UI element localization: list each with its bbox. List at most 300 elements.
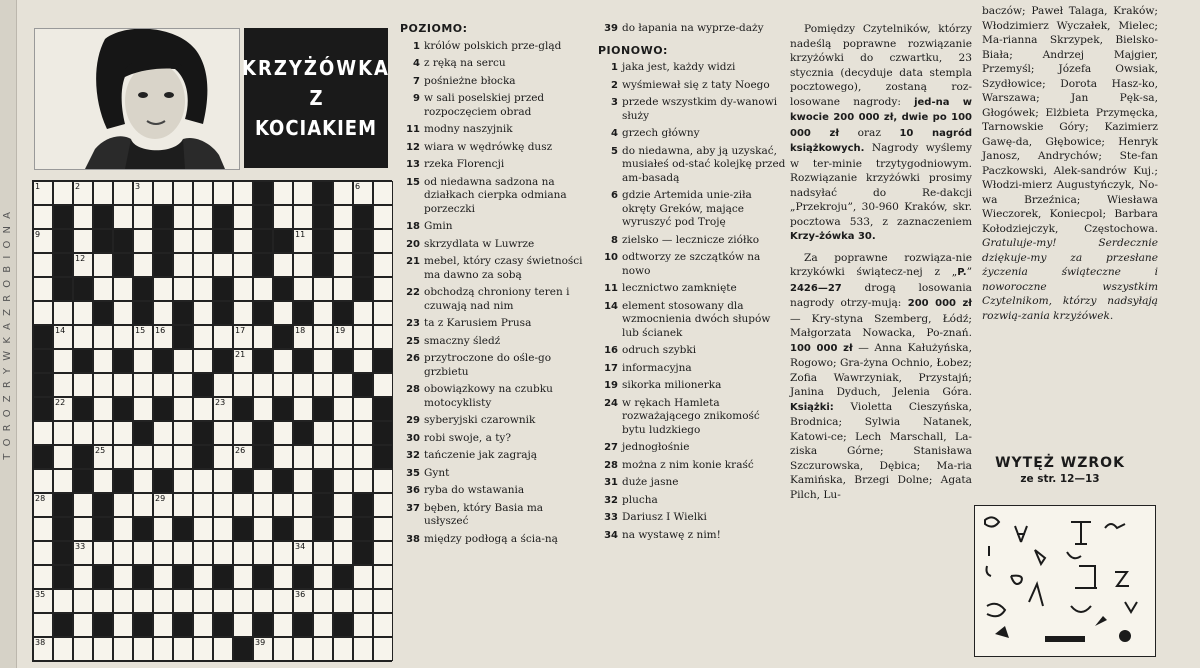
grid-cell[interactable] — [113, 613, 133, 637]
grid-cell[interactable] — [233, 277, 253, 301]
grid-cell[interactable] — [33, 637, 53, 661]
grid-cell[interactable] — [333, 205, 353, 229]
grid-cell-black — [373, 349, 393, 373]
grid-cell[interactable] — [33, 541, 53, 565]
grid-cell[interactable] — [193, 205, 213, 229]
grid-cell[interactable] — [173, 637, 193, 661]
wytez-puzzle-image — [974, 505, 1156, 657]
grid-cell[interactable] — [373, 181, 393, 205]
grid-cell[interactable] — [73, 421, 93, 445]
grid-cell[interactable] — [233, 589, 253, 613]
grid-cell[interactable] — [133, 541, 153, 565]
grid-cell[interactable] — [53, 373, 73, 397]
grid-cell[interactable] — [133, 349, 153, 373]
grid-cell[interactable] — [53, 397, 73, 421]
clue-item — [598, 511, 786, 525]
grid-cell[interactable] — [293, 397, 313, 421]
grid-cell[interactable] — [373, 373, 393, 397]
grid-cell[interactable] — [33, 205, 53, 229]
grid-cell[interactable] — [113, 565, 133, 589]
grid-cell[interactable] — [253, 397, 273, 421]
grid-cell[interactable] — [293, 229, 313, 253]
grid-cell[interactable] — [293, 493, 313, 517]
grid-cell[interactable] — [213, 181, 233, 205]
grid-cell[interactable] — [373, 325, 393, 349]
grid-cell[interactable] — [173, 421, 193, 445]
grid-cell[interactable] — [33, 301, 53, 325]
grid-cell[interactable] — [313, 613, 333, 637]
grid-cell[interactable] — [333, 421, 353, 445]
grid-cell[interactable] — [373, 229, 393, 253]
grid-cell[interactable] — [293, 373, 313, 397]
grid-cell[interactable] — [193, 589, 213, 613]
clue-number: 34 — [604, 529, 618, 541]
grid-cell[interactable] — [233, 253, 253, 277]
grid-cell[interactable] — [333, 229, 353, 253]
grid-cell[interactable] — [113, 421, 133, 445]
grid-cell[interactable] — [33, 181, 53, 205]
grid-cell[interactable] — [93, 589, 113, 613]
grid-cell[interactable] — [173, 205, 193, 229]
grid-cell[interactable] — [93, 397, 113, 421]
grid-cell[interactable] — [193, 469, 213, 493]
grid-cell[interactable] — [213, 373, 233, 397]
grid-cell[interactable] — [193, 277, 213, 301]
grid-cell[interactable] — [233, 613, 253, 637]
grid-cell[interactable] — [233, 229, 253, 253]
grid-cell[interactable] — [113, 541, 133, 565]
cell-number: 3 — [135, 182, 141, 191]
clue-number: 20 — [406, 238, 420, 250]
grid-cell[interactable] — [93, 325, 113, 349]
grid-cell[interactable] — [333, 277, 353, 301]
grid-cell[interactable] — [133, 469, 153, 493]
grid-cell[interactable] — [73, 181, 93, 205]
grid-cell[interactable] — [353, 565, 373, 589]
grid-cell[interactable] — [293, 469, 313, 493]
grid-cell[interactable] — [133, 445, 153, 469]
grid-cell[interactable] — [73, 613, 93, 637]
page-spine — [0, 0, 17, 668]
grid-cell[interactable] — [353, 301, 373, 325]
grid-cell[interactable] — [193, 301, 213, 325]
grid-cell[interactable] — [273, 565, 293, 589]
grid-cell[interactable] — [153, 445, 173, 469]
clue-number: 5 — [611, 145, 618, 157]
grid-cell[interactable] — [353, 613, 373, 637]
grid-cell[interactable] — [73, 253, 93, 277]
grid-cell[interactable] — [333, 373, 353, 397]
grid-cell[interactable] — [73, 229, 93, 253]
grid-cell[interactable] — [273, 181, 293, 205]
grid-cell-black — [33, 445, 53, 469]
grid-cell[interactable] — [53, 445, 73, 469]
grid-cell[interactable] — [273, 373, 293, 397]
grid-cell[interactable] — [93, 637, 113, 661]
grid-cell[interactable] — [153, 637, 173, 661]
grid-cell[interactable] — [133, 253, 153, 277]
grid-cell-black — [53, 229, 73, 253]
grid-cell[interactable] — [273, 637, 293, 661]
grid-cell[interactable] — [173, 493, 193, 517]
clue-text: przede wszystkim dy-wanowi służy — [622, 96, 778, 122]
grid-cell[interactable] — [153, 277, 173, 301]
grid-cell[interactable] — [193, 613, 213, 637]
grid-cell[interactable] — [173, 589, 193, 613]
grid-cell[interactable] — [113, 277, 133, 301]
cell-number: 2 — [75, 182, 81, 191]
grid-cell[interactable] — [173, 541, 193, 565]
grid-cell[interactable] — [353, 445, 373, 469]
grid-cell[interactable] — [333, 493, 353, 517]
grid-cell[interactable] — [33, 421, 53, 445]
grid-cell[interactable] — [133, 229, 153, 253]
grid-cell[interactable] — [353, 589, 373, 613]
grid-cell[interactable] — [373, 469, 393, 493]
grid-cell[interactable] — [333, 637, 353, 661]
grid-cell[interactable] — [233, 181, 253, 205]
grid-cell[interactable] — [193, 181, 213, 205]
grid-cell[interactable] — [373, 253, 393, 277]
grid-cell[interactable] — [333, 181, 353, 205]
grid-cell[interactable] — [253, 373, 273, 397]
cell-number: 17 — [235, 326, 246, 335]
grid-cell[interactable] — [113, 637, 133, 661]
clue-text: wiara w wędrówkę dusz — [424, 140, 553, 153]
grid-cell[interactable] — [333, 589, 353, 613]
grid-cell[interactable] — [333, 397, 353, 421]
grid-cell[interactable] — [313, 445, 333, 469]
grid-cell[interactable] — [33, 469, 53, 493]
grid-cell[interactable] — [313, 637, 333, 661]
grid-cell[interactable] — [193, 517, 213, 541]
clue-item — [598, 282, 786, 296]
grid-cell[interactable] — [113, 181, 133, 205]
grid-cell-black — [353, 253, 373, 277]
grid-cell[interactable] — [33, 493, 53, 517]
grid-cell[interactable] — [233, 325, 253, 349]
grid-cell[interactable] — [293, 325, 313, 349]
grid-cell[interactable] — [33, 277, 53, 301]
grid-cell[interactable] — [353, 469, 373, 493]
grid-cell[interactable] — [313, 301, 333, 325]
grid-cell[interactable] — [233, 493, 253, 517]
grid-cell[interactable] — [53, 469, 73, 493]
grid-cell[interactable] — [173, 181, 193, 205]
grid-cell[interactable] — [113, 589, 133, 613]
grid-cell[interactable] — [313, 373, 333, 397]
grid-cell[interactable] — [273, 613, 293, 637]
grid-cell[interactable] — [353, 181, 373, 205]
grid-cell[interactable] — [173, 397, 193, 421]
grid-cell[interactable] — [173, 445, 193, 469]
grid-cell[interactable] — [313, 565, 333, 589]
grid-cell[interactable] — [133, 637, 153, 661]
grid-cell[interactable] — [113, 493, 133, 517]
grid-cell[interactable] — [213, 589, 233, 613]
grid-cell[interactable] — [133, 397, 153, 421]
grid-cell[interactable] — [113, 445, 133, 469]
grid-cell[interactable] — [353, 349, 373, 373]
grid-cell[interactable] — [73, 325, 93, 349]
grid-cell[interactable] — [273, 301, 293, 325]
grid-cell[interactable] — [153, 421, 173, 445]
grid-cell[interactable] — [273, 421, 293, 445]
grid-cell[interactable] — [93, 253, 113, 277]
grid-cell[interactable] — [153, 613, 173, 637]
grid-cell[interactable] — [93, 349, 113, 373]
grid-cell[interactable] — [273, 589, 293, 613]
grid-cell[interactable] — [113, 325, 133, 349]
grid-cell[interactable] — [93, 541, 113, 565]
grid-cell[interactable] — [273, 541, 293, 565]
clue-number: 24 — [604, 397, 618, 409]
grid-cell[interactable] — [73, 541, 93, 565]
grid-cell[interactable] — [73, 301, 93, 325]
grid-cell[interactable] — [153, 565, 173, 589]
grid-cell[interactable] — [53, 349, 73, 373]
grid-cell[interactable] — [273, 253, 293, 277]
grid-cell[interactable] — [213, 637, 233, 661]
grid-cell[interactable] — [193, 565, 213, 589]
grid-cell-black — [33, 349, 53, 373]
grid-cell[interactable] — [113, 517, 133, 541]
grid-cell[interactable] — [133, 181, 153, 205]
grid-cell[interactable] — [113, 205, 133, 229]
grid-cell[interactable] — [193, 325, 213, 349]
grid-cell[interactable] — [213, 445, 233, 469]
grid-cell[interactable] — [313, 277, 333, 301]
grid-cell[interactable] — [293, 637, 313, 661]
grid-cell-black — [353, 229, 373, 253]
grid-cell[interactable] — [33, 589, 53, 613]
grid-cell-black — [253, 613, 273, 637]
grid-cell[interactable] — [53, 301, 73, 325]
grid-cell[interactable] — [313, 349, 333, 373]
grid-cell[interactable] — [193, 637, 213, 661]
grid-cell[interactable] — [213, 421, 233, 445]
grid-cell[interactable] — [373, 565, 393, 589]
grid-cell[interactable] — [373, 277, 393, 301]
grid-cell[interactable] — [293, 253, 313, 277]
grid-cell[interactable] — [53, 325, 73, 349]
grid-cell[interactable] — [373, 589, 393, 613]
grid-cell[interactable] — [53, 589, 73, 613]
grid-cell[interactable] — [33, 565, 53, 589]
clue-text: zielsko — lecznicze ziółko — [622, 233, 760, 246]
grid-cell[interactable] — [53, 637, 73, 661]
grid-cell-black — [233, 397, 253, 421]
grid-cell[interactable] — [173, 373, 193, 397]
grid-cell[interactable] — [233, 445, 253, 469]
grid-cell[interactable] — [213, 493, 233, 517]
cell-number: 35 — [35, 590, 46, 599]
grid-cell[interactable] — [373, 517, 393, 541]
grid-cell[interactable] — [233, 541, 253, 565]
grid-cell[interactable] — [33, 613, 53, 637]
grid-cell[interactable] — [353, 421, 373, 445]
grid-cell[interactable] — [293, 589, 313, 613]
grid-cell-black — [133, 301, 153, 325]
clue-number: 15 — [406, 176, 420, 188]
grid-cell-black — [173, 325, 193, 349]
clue-text: obchodzą chroniony teren i czuwają nad nim — [424, 286, 570, 312]
grid-cell[interactable] — [233, 205, 253, 229]
grid-cell[interactable] — [153, 493, 173, 517]
clue-item — [400, 383, 590, 410]
grid-cell[interactable] — [213, 541, 233, 565]
grid-cell[interactable] — [293, 205, 313, 229]
grid-cell[interactable] — [153, 325, 173, 349]
grid-cell[interactable] — [253, 637, 273, 661]
grid-cell[interactable] — [293, 277, 313, 301]
grid-cell[interactable] — [313, 325, 333, 349]
grid-cell[interactable] — [73, 517, 93, 541]
grid-cell[interactable] — [333, 445, 353, 469]
grid-cell[interactable] — [373, 637, 393, 661]
grid-cell[interactable] — [153, 589, 173, 613]
grid-cell-black — [213, 565, 233, 589]
grid-cell[interactable] — [73, 589, 93, 613]
grid-cell[interactable] — [153, 517, 173, 541]
grid-cell[interactable] — [253, 469, 273, 493]
grid-cell[interactable] — [333, 541, 353, 565]
grid-cell[interactable] — [153, 373, 173, 397]
grid-cell[interactable] — [353, 397, 373, 421]
winners-text: — Anna Kałużyńska, Rogowo; Gra-żyna Ochnio, Łobez; Zofia Wawrzyniak, Przystajń; Janina Dyduch, Jelenia Góra. — [790, 341, 972, 398]
clue-item — [598, 61, 786, 75]
grid-cell[interactable] — [293, 445, 313, 469]
grid-cell[interactable] — [273, 445, 293, 469]
grid-cell[interactable] — [53, 181, 73, 205]
grid-cell[interactable] — [93, 181, 113, 205]
grid-cell[interactable] — [193, 229, 213, 253]
grid-cell-black — [253, 421, 273, 445]
grid-cell[interactable] — [373, 613, 393, 637]
grid-cell[interactable] — [33, 253, 53, 277]
pionowo-header: PIONOWO: — [598, 43, 668, 57]
grid-cell[interactable] — [193, 397, 213, 421]
grid-cell[interactable] — [173, 253, 193, 277]
clue-number: 35 — [406, 467, 420, 479]
clue-number: 39 — [604, 23, 618, 34]
clue-text: w sali poselskiej przed rozpoczęciem obrad — [424, 92, 545, 118]
grid-cell[interactable] — [353, 325, 373, 349]
clue-number: 36 — [406, 485, 420, 496]
grid-cell[interactable] — [213, 517, 233, 541]
grid-cell[interactable] — [273, 349, 293, 373]
grid-cell[interactable] — [233, 421, 253, 445]
grid-cell[interactable] — [113, 373, 133, 397]
grid-cell[interactable] — [73, 637, 93, 661]
grid-cell[interactable] — [333, 325, 353, 349]
grid-cell[interactable] — [173, 469, 193, 493]
grid-cell[interactable] — [93, 277, 113, 301]
grid-cell[interactable] — [213, 325, 233, 349]
grid-cell[interactable] — [373, 541, 393, 565]
grid-cell[interactable] — [293, 181, 313, 205]
grid-cell[interactable] — [253, 517, 273, 541]
grid-cell[interactable] — [93, 373, 113, 397]
grid-cell[interactable] — [73, 493, 93, 517]
grid-cell[interactable] — [33, 229, 53, 253]
grid-cell[interactable] — [133, 325, 153, 349]
grid-cell[interactable] — [233, 373, 253, 397]
grid-cell[interactable] — [133, 373, 153, 397]
grid-cell[interactable] — [353, 637, 373, 661]
pionowo-clue-list — [598, 61, 786, 542]
grid-cell[interactable] — [373, 205, 393, 229]
grid-cell[interactable] — [333, 517, 353, 541]
grid-cell[interactable] — [73, 565, 93, 589]
grid-cell[interactable] — [213, 253, 233, 277]
grid-cell[interactable] — [253, 589, 273, 613]
grid-cell[interactable] — [333, 469, 353, 493]
grid-cell[interactable] — [333, 253, 353, 277]
grid-cell[interactable] — [233, 349, 253, 373]
grid-cell[interactable] — [153, 181, 173, 205]
grid-cell[interactable] — [93, 421, 113, 445]
grid-cell[interactable] — [93, 445, 113, 469]
grid-cell[interactable] — [293, 541, 313, 565]
grid-cell-black — [353, 205, 373, 229]
grid-cell[interactable] — [253, 325, 273, 349]
grid-cell[interactable] — [73, 205, 93, 229]
clue-item — [598, 251, 786, 278]
grid-cell[interactable] — [213, 469, 233, 493]
grid-cell[interactable] — [273, 493, 293, 517]
grid-cell[interactable] — [193, 253, 213, 277]
grid-cell[interactable] — [153, 541, 173, 565]
grid-cell[interactable] — [53, 421, 73, 445]
grid-cell[interactable] — [173, 349, 193, 373]
grid-cell[interactable] — [233, 301, 253, 325]
grid-cell[interactable] — [313, 541, 333, 565]
grid-cell[interactable] — [193, 541, 213, 565]
clue-number: 19 — [604, 380, 618, 391]
grid-cell[interactable] — [373, 493, 393, 517]
grid-cell-black — [213, 349, 233, 373]
grid-cell[interactable] — [253, 493, 273, 517]
grid-cell[interactable] — [153, 301, 173, 325]
grid-cell[interactable] — [173, 277, 193, 301]
grid-cell[interactable] — [213, 397, 233, 421]
grid-cell[interactable] — [73, 373, 93, 397]
grid-cell[interactable] — [313, 421, 333, 445]
grid-cell[interactable] — [173, 229, 193, 253]
cell-number: 25 — [95, 446, 106, 455]
grid-cell[interactable] — [93, 469, 113, 493]
clue-number: 6 — [611, 190, 618, 201]
clue-item — [400, 158, 590, 172]
grid-cell[interactable] — [273, 205, 293, 229]
grid-cell[interactable] — [133, 205, 153, 229]
grid-cell[interactable] — [113, 301, 133, 325]
grid-cell[interactable] — [133, 589, 153, 613]
grid-cell[interactable] — [373, 301, 393, 325]
grid-cell[interactable] — [33, 517, 53, 541]
clue-number: 11 — [604, 283, 618, 294]
clue-number: 4 — [413, 58, 420, 69]
grid-cell[interactable] — [293, 517, 313, 541]
grid-cell[interactable] — [253, 541, 273, 565]
grid-cell[interactable] — [193, 493, 213, 517]
grid-cell[interactable] — [233, 565, 253, 589]
grid-cell[interactable] — [313, 589, 333, 613]
grid-cell[interactable] — [133, 493, 153, 517]
grid-cell[interactable] — [253, 277, 273, 301]
grid-cell[interactable] — [193, 349, 213, 373]
